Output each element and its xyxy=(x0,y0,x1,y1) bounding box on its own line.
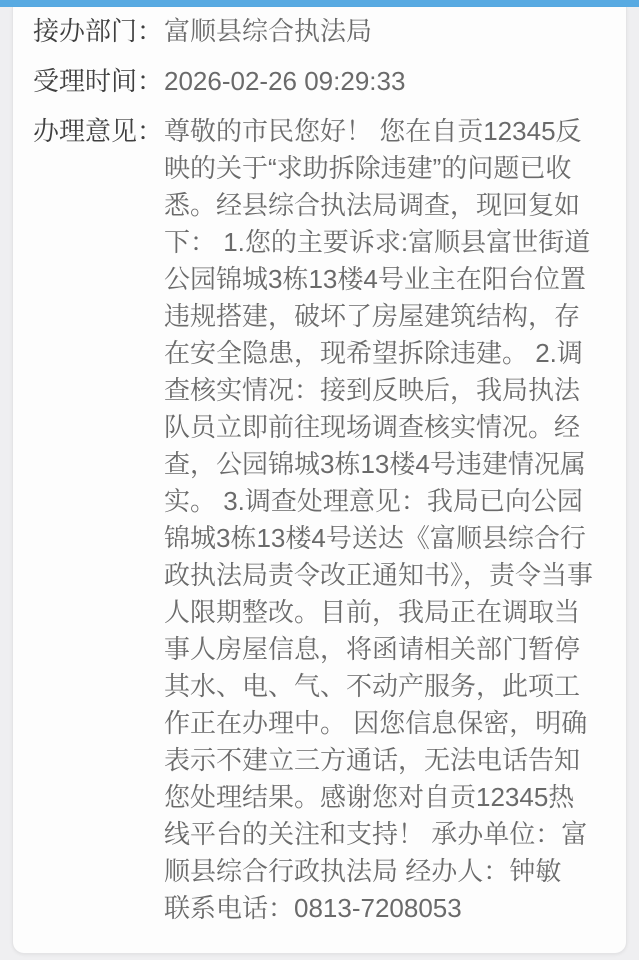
field-row-acceptance-time xyxy=(33,63,593,100)
handling-opinion-value: 尊敬的市民您好！ 您在自贡12345反映的关于“求助拆除违建”的问题已收悉。经县综合执法局调查，现回复如下： 1.您的主要诉求:富顺县富世街道公园锦城3栋13楼4号业主在阳台位置违规搭建，破坏了房屋建筑结构，存在安全隐患，现希望拆除违建。 2.调查核实情况：接到反映后，我局执法队员立即前往现场调查核实情况。经查，公园锦城3栋13楼4号违建情况属实。 3.调查处理意见：我局已向公园锦城3栋13楼4号送达《富顺县综合行政执法局责令改正通知书》，责令当事人限期整改。目前，我局正在调取当事人房屋信息，将函请相关部门暂停其水、电、气、不动产服务，此项工作正在办理中。 因您信息保密，明确表示不建立三方通话，无法电话告知您处理结果。感谢您对自贡12345热线平台的关注和支持！ 承办单位：富顺县综合行政执法局 经办人：钟敏 联系电话：0813-7208053 xyxy=(164,116,594,923)
field-row-handling-department xyxy=(33,13,593,50)
field-row-handling-opinion xyxy=(33,113,593,927)
acceptance-time-label: 受理时间： xyxy=(33,66,164,96)
acceptance-time-value: 2026-02-26 09:29:33 xyxy=(164,66,406,96)
handling-opinion-label: 办理意见： xyxy=(33,116,164,146)
record-card xyxy=(12,7,627,954)
top-accent-bar xyxy=(0,0,639,7)
handling-department-value: 富顺县综合执法局 xyxy=(164,16,373,46)
handling-department-label: 接办部门： xyxy=(33,16,164,46)
